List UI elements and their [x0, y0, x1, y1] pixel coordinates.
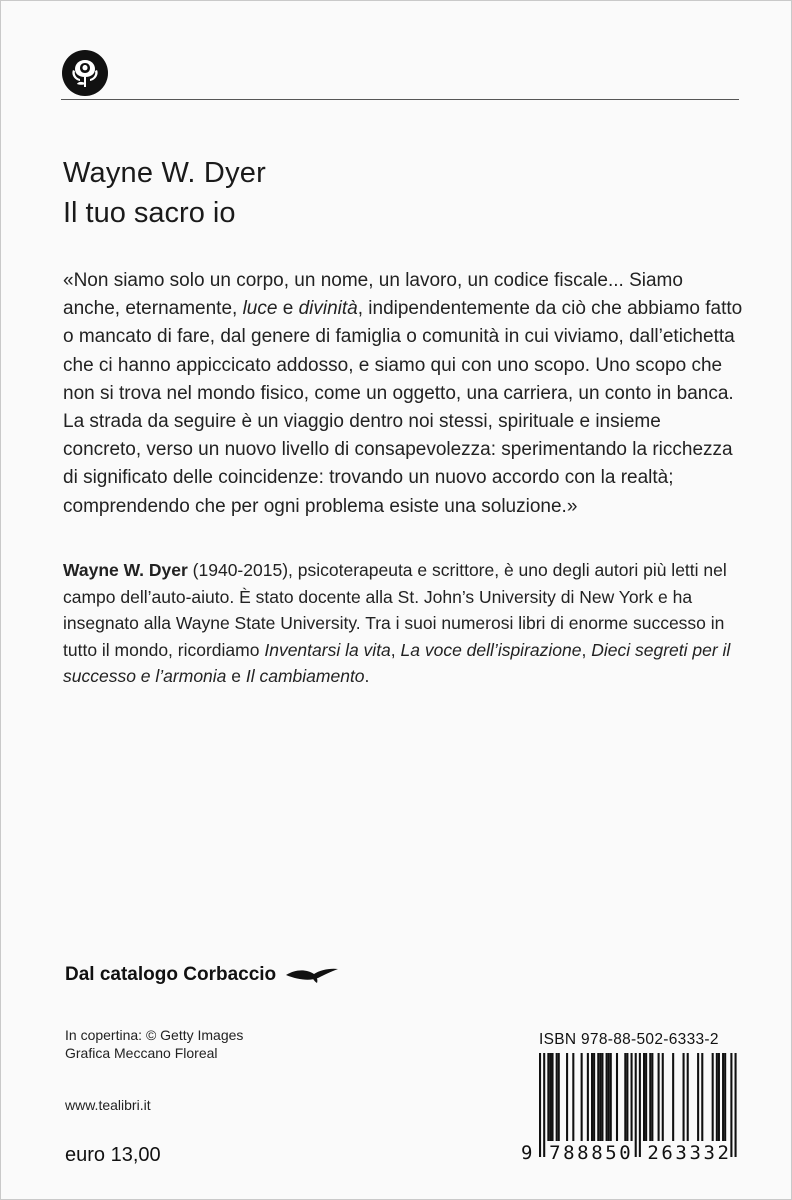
catalog-label: Dal catalogo Corbaccio: [65, 964, 277, 985]
barcode-bar: [551, 1053, 553, 1141]
bio-text-2: ,: [390, 639, 401, 660]
barcode-bar: [697, 1053, 699, 1141]
bio-text-1: (1940-2015), psicoterapeuta e scrittore, è uno degli autori più letti nel campo dell’auto-aiuto. È stato docente alla St. John’s University di New York e ha insegnato alla Wayne State University. Tra i suoi numerosi libri di enorme successo in tutto il mondo, ricordiamo: [63, 560, 727, 660]
barcode-bar: [556, 1053, 558, 1141]
blurb-em-2: divinità: [298, 298, 358, 320]
bio-text-3: ,: [581, 639, 592, 660]
barcode-bar: [597, 1053, 599, 1141]
barcode-bar: [624, 1053, 626, 1141]
publisher-website: www.tealibri.it: [65, 1097, 151, 1113]
barcode-bar: [631, 1053, 633, 1141]
barcode-bar: [643, 1053, 645, 1141]
design-credit: Grafica Meccano Floreal: [65, 1045, 218, 1061]
barcode-bar: [591, 1053, 593, 1141]
barcode-bar: [572, 1053, 574, 1141]
blurb-text-2: e: [277, 298, 299, 320]
cover-credits: [65, 1026, 243, 1062]
barcode-bar: [712, 1053, 714, 1141]
barcode-bar: [558, 1053, 560, 1141]
barcode-bar: [581, 1053, 583, 1141]
author-bio: [63, 557, 753, 690]
blurb-em-1: luce: [242, 298, 278, 320]
barcode-bar: [606, 1053, 608, 1141]
rose-icon: [61, 49, 109, 97]
book-author: Wayne W. Dyer: [63, 157, 266, 189]
bio-book-4: Il cambiamento: [245, 666, 365, 686]
bio-text-5: .: [364, 666, 370, 686]
barcode-bar: [683, 1053, 685, 1141]
barcode-bar: [549, 1053, 551, 1141]
barcode-bar: [672, 1053, 674, 1141]
bio-book-2: La voce dell’ispirazione: [400, 639, 582, 660]
barcode-bar: [662, 1053, 664, 1141]
barcode-bar: [718, 1053, 720, 1141]
price: euro 13,00: [65, 1144, 161, 1166]
barcode-bar: [651, 1053, 653, 1141]
barcode-bar: [547, 1053, 549, 1141]
barcode-bar: [587, 1053, 589, 1141]
bio-text-4: e: [226, 666, 246, 686]
barcode-bar: [724, 1053, 726, 1141]
book-title: Il tuo sacro io: [63, 197, 236, 229]
blurb-text-3: , indipendentemente da ciò che abbiamo fatto o mancato di fare, dal genere di famiglia o comunità in cui viviamo, dall’etichetta che ci hanno appiccicato addosso, e siamo qui con uno scopo. Uno scopo che non si trova nel mondo fisico, come un oggetto, una carriera, un conto in banca. La strada da seguire è un viaggio dentro noi stessi, spirituale e insieme concreto, verso un nuovo livello di consapevolezza: sperimentando la ricchezza di significato delle coincidenze: trovando un nuovo accordo con la realtà; comprendendo che per ogni problema esiste una soluzione.»: [63, 298, 743, 517]
blurb-text-1: «Non siamo solo un corpo, un nome, un lavoro, un codice fiscale... Siamo anche, eternamente,: [63, 270, 683, 320]
barcode-bar: [601, 1053, 603, 1141]
barcode-bar: [722, 1053, 724, 1141]
barcode-bar: [610, 1053, 612, 1141]
barcode-bar: [608, 1053, 610, 1141]
barcode-bar: [701, 1053, 703, 1141]
blurb-quote: [63, 267, 743, 521]
isbn-label: ISBN 978-88-502-6333-2: [539, 1031, 719, 1048]
barcode-bar: [626, 1053, 628, 1141]
barcode-bar: [645, 1053, 647, 1141]
bio-name: Wayne W. Dyer: [63, 560, 188, 580]
cover-photo-credit: In copertina: © Getty Images: [65, 1027, 244, 1043]
bio-book-1: Inventarsi la vita: [264, 639, 391, 660]
barcode-bar: [716, 1053, 718, 1141]
catalog-line: [65, 964, 340, 986]
barcode-bar: [687, 1053, 689, 1141]
barcode-bar: [658, 1053, 660, 1141]
bird-icon: [284, 965, 340, 985]
barcode-bar: [649, 1053, 651, 1141]
bio-book-3: Dieci segreti per il successo e l’armonia: [63, 639, 731, 686]
barcode-digits: 9 788850 263332: [521, 1142, 732, 1164]
barcode-bar: [593, 1053, 595, 1141]
barcode-bar: [599, 1053, 601, 1141]
header-divider: [61, 99, 739, 100]
barcode-bar: [566, 1053, 568, 1141]
barcode-bar: [616, 1053, 618, 1141]
